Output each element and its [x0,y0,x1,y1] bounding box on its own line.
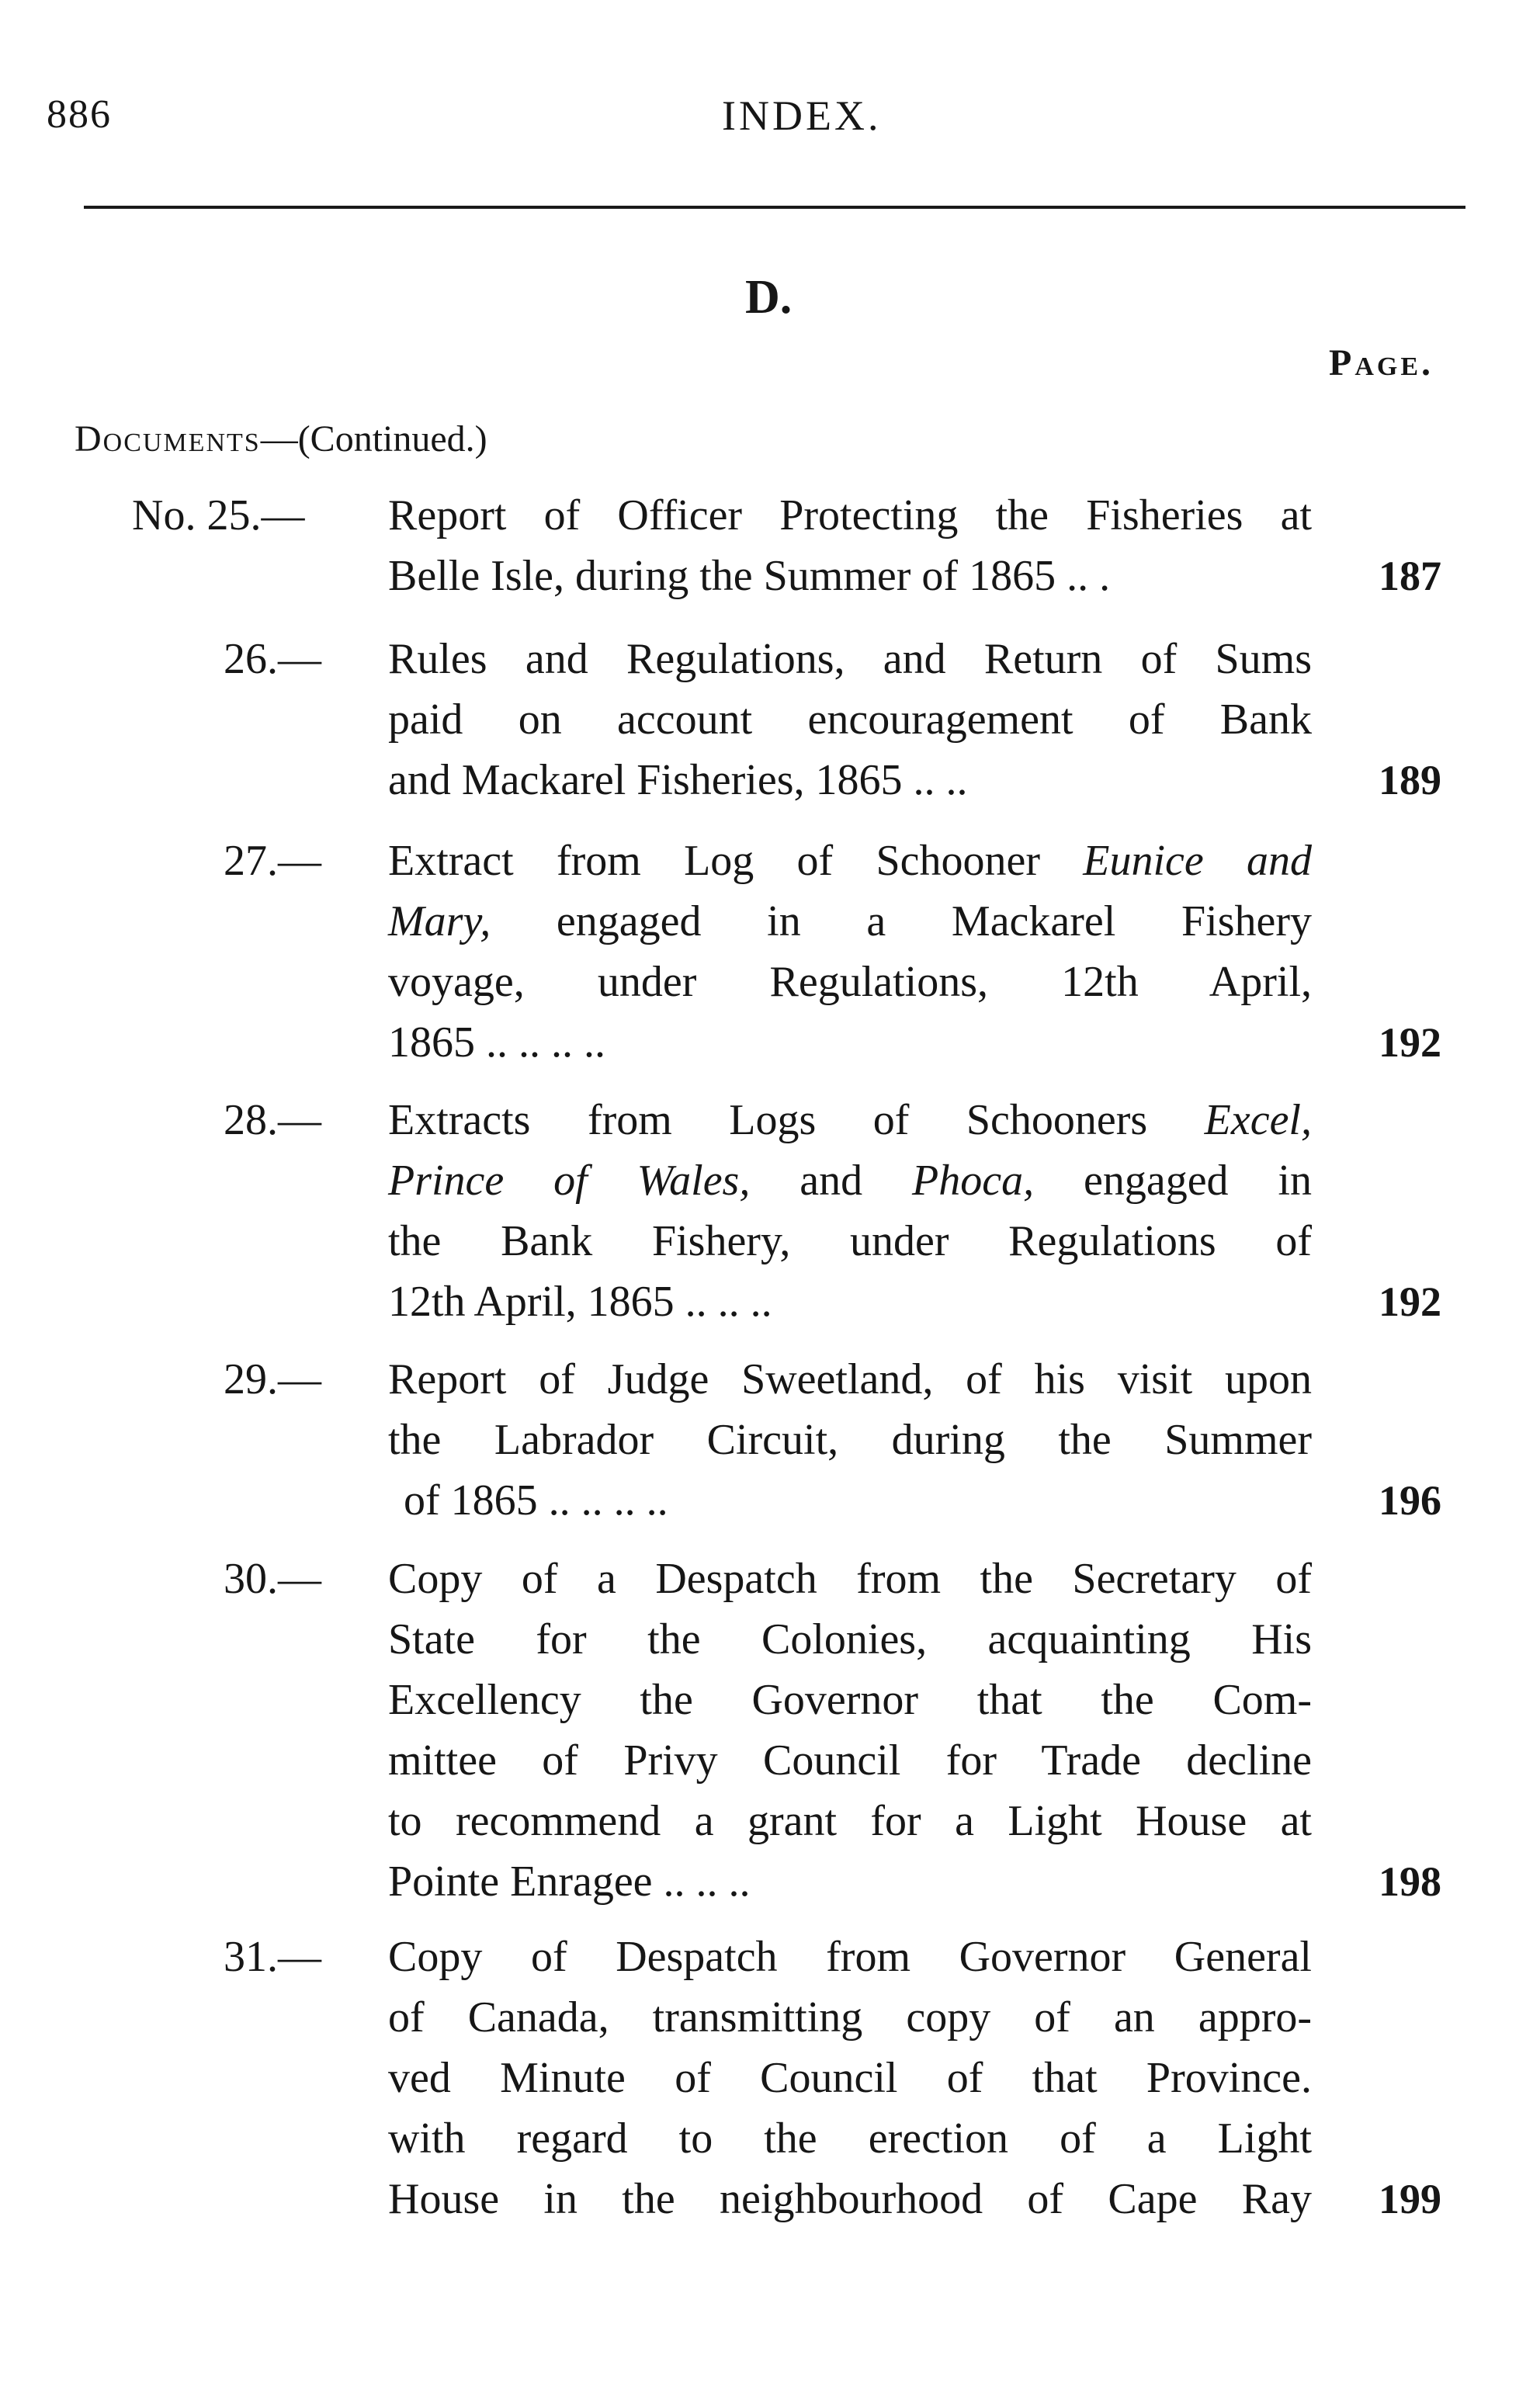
entry-line: of Canada, transmitting copy of an appro- [388,1993,1312,2041]
entry-line: and Mackarel Fisheries, 1865 .. .. [388,756,968,804]
entry-line: the Labrador Circuit, during the Summer [388,1416,1312,1464]
entry-line: Belle Isle, during the Summer of 1865 .. . [388,552,1111,600]
entry-line: mittee of Privy Council for Trade decline [388,1736,1312,1785]
page-number: 886 [47,92,112,137]
entry-line: ved Minute of Council of that Province. [388,2054,1312,2102]
entry-page: 198 [1379,1858,1441,1905]
entry-line: Report of Judge Sweetland, of his visit upon [388,1355,1312,1403]
entry-line: paid on account encouragement of Bank [388,696,1312,744]
entry-text [388,1090,1312,1332]
entry-page: 196 [1379,1477,1441,1524]
entry-line: 12th April, 1865 .. .. .. [388,1278,772,1326]
entry-page: 187 [1379,553,1441,599]
entry-line: voyage, under Regulations, 12th April, [388,958,1312,1006]
entry-number: 29.— [224,1355,321,1403]
entry-line: Copy of Despatch from Governor General [388,1933,1312,1981]
entry-line: House in the neighbourhood of Cape Ray [388,2175,1312,2223]
entry-number: 30.— [224,1555,321,1603]
section-heading [75,418,487,460]
entry-text [388,1349,1312,1531]
entry-text [388,629,1312,810]
entry-number: 26.— [224,635,321,683]
entry-line: Report of Officer Protecting the Fisheries at [388,491,1312,539]
entry-line: Rules and Regulations, and Return of Sums [388,635,1312,683]
header-rule [84,206,1465,209]
vessel-name: Prince of Wales, [388,1157,751,1205]
entry-line: Copy of a Despatch from the Secretary of [388,1555,1312,1603]
heading-continued: —(Continued.) [260,418,487,460]
entry-page: 189 [1379,757,1441,803]
entry-line: 1865 .. .. .. .. [388,1018,605,1067]
entry-text [388,1927,1312,2229]
entry-number: 31.— [224,1933,321,1981]
running-title: INDEX. [722,92,882,139]
page-header [47,92,1475,154]
vessel-name: Eunice and [1083,837,1312,885]
entry-line: Excellency the Governor that the Com- [388,1676,1312,1724]
page-column-label: Page. [1329,342,1434,383]
entry-line: Prince of Wales, and Phoca, engaged in [388,1157,1313,1205]
entry-page: 192 [1379,1278,1441,1325]
vessel-name: Mary, [388,897,491,945]
entry-line: Extract from Log of Schooner Eunice and [388,837,1312,885]
entry-line: Extracts from Logs of Schooners Excel, [388,1096,1312,1144]
entry-line: of 1865 .. .. .. .. [404,1476,668,1525]
vessel-name: Phoca, [912,1157,1035,1205]
entry-line: State for the Colonies, acquainting His [388,1615,1312,1663]
entry-line: to recommend a grant for a Light House at [388,1797,1312,1845]
section-letter: D. [745,271,793,324]
entry-line: the Bank Fishery, under Regulations of [388,1217,1312,1265]
heading-documents: Documents [75,418,261,460]
vessel-name: Excel, [1204,1096,1312,1144]
entry-number: No. 25.— [132,491,305,539]
entry-number: 27.— [224,837,321,885]
entry-line: Mary, engaged in a Mackarel Fishery [388,897,1312,945]
entry-page: 192 [1379,1019,1441,1066]
entry-text [388,831,1312,1073]
entry-page: 199 [1379,2176,1441,2222]
entry-text [388,1549,1312,1912]
entry-number: 28.— [224,1096,321,1144]
entry-line: with regard to the erection of a Light [388,2114,1312,2163]
entry-line: Pointe Enragee .. .. .. [388,1858,751,1906]
entry-text [388,485,1312,606]
